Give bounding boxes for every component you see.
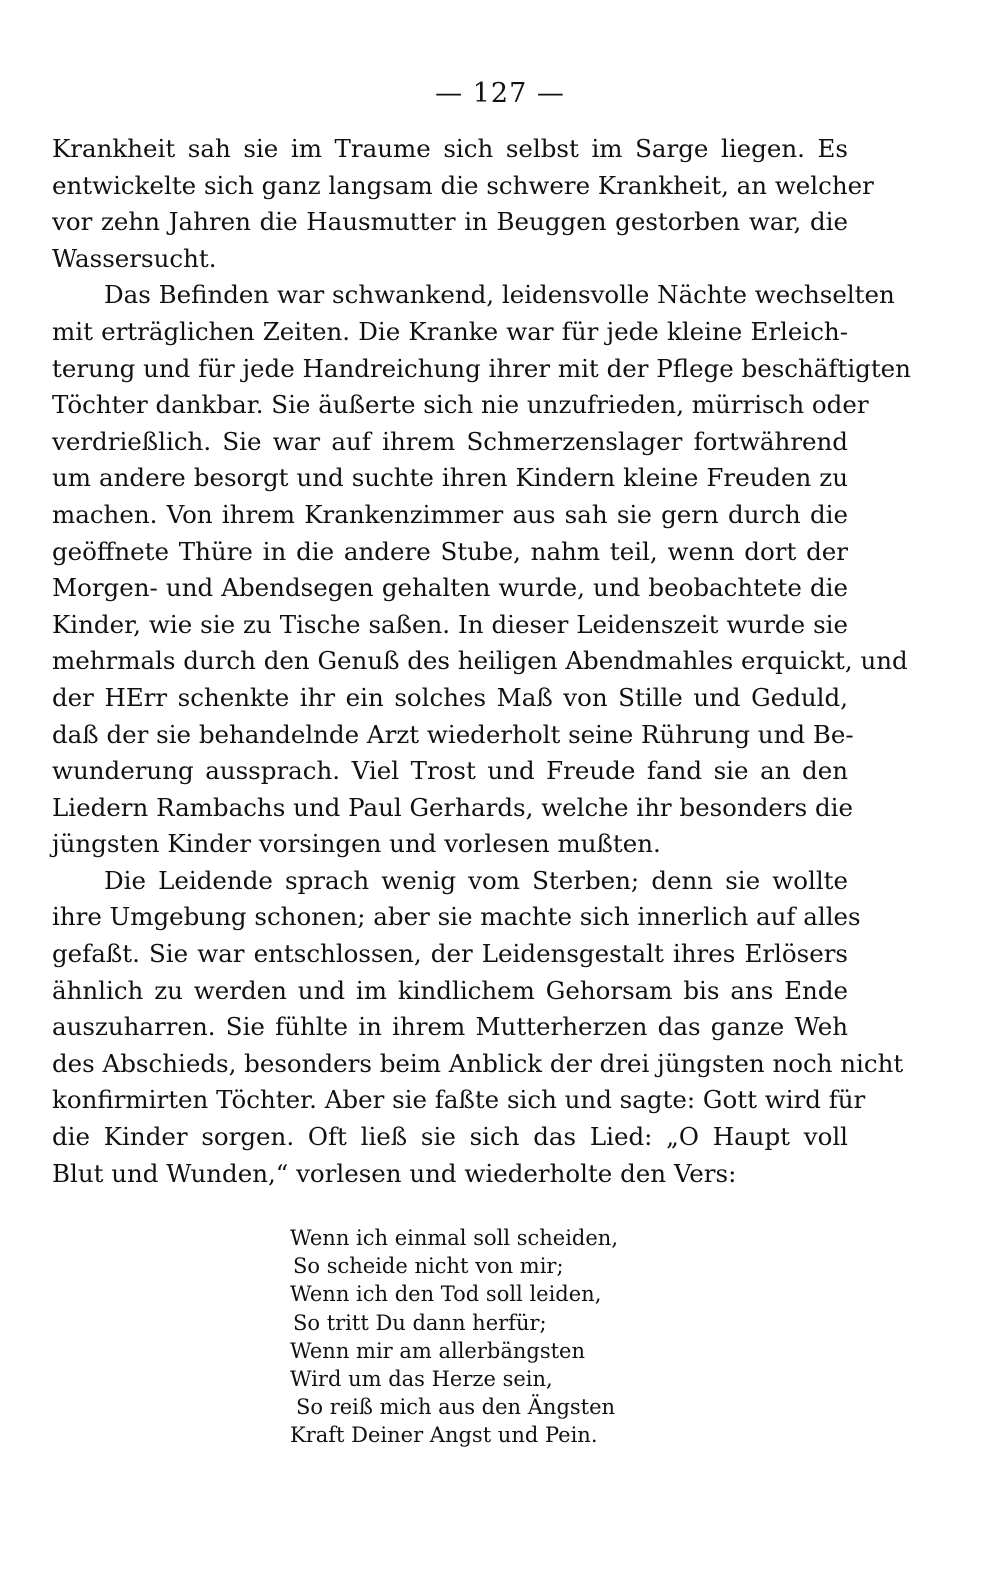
text-line: der HErr schenkte ihr ein solches Maß von Stille und Geduld, <box>52 682 848 712</box>
poem-line: Kraft Deiner Angst und Pein. <box>290 1423 598 1448</box>
poem-line: Wird um das Herze sein, <box>290 1366 553 1391</box>
text-line: machen. Von ihrem Krankenzimmer aus sah sie gern durch die <box>52 499 848 529</box>
poem-line: So scheide nicht von mir; <box>293 1254 564 1279</box>
text-line: mit erträglichen Zeiten. Die Kranke war für jede kleine Erleich- <box>52 316 848 346</box>
text-line: verdrießlich. Sie war auf ihrem Schmerzenslager fortwährend <box>52 426 848 456</box>
text-line: wunderung aussprach. Viel Trost und Freude fand sie an den <box>52 756 848 786</box>
poem-line: So tritt Du dann herfür; <box>293 1310 547 1335</box>
text-line: Morgen- und Abendsegen gehalten wurde, und beobachtete die <box>52 573 848 603</box>
text-line: Das Befinden war schwankend, leidensvolle Nächte wechselten <box>104 280 895 310</box>
text-line: daß der sie behandelnde Arzt wiederholt seine Rührung und Be- <box>52 719 854 749</box>
text-line: Liedern Rambachs und Paul Gerhards, welche ihr besonders die <box>52 792 853 822</box>
text-line: Blut und Wunden,“ vorlesen und wiederholte den Vers: <box>52 1158 737 1188</box>
body-text <box>52 131 911 1192</box>
text-line: Töchter dankbar. Sie äußerte sich nie unzufrieden, mürrisch oder <box>52 390 869 420</box>
poem-line: So reiß mich aus den Ängsten <box>296 1395 616 1420</box>
text-line: mehrmals durch den Genuß des heiligen Abendmahles erquickt, und <box>52 646 908 676</box>
paragraph-2 <box>52 277 911 863</box>
poem-line: Wenn ich den Tod soll leiden, <box>290 1282 602 1307</box>
poem-line: Wenn mir am allerbängsten <box>290 1338 585 1363</box>
text-line: Die Leidende sprach wenig vom Sterben; denn sie wollte <box>104 865 848 895</box>
text-line: terung und für jede Handreichung ihrer mit der Pflege beschäftigten <box>52 353 911 383</box>
text-line: ihre Umgebung schonen; aber sie machte sich innerlich auf alles <box>52 902 861 932</box>
text-line: des Abschieds, besonders beim Anblick der drei jüngsten noch nicht <box>52 1048 904 1078</box>
text-line: entwickelte sich ganz langsam die schwere Krankheit, an welcher <box>52 170 874 200</box>
text-line: konfirmirten Töchter. Aber sie faßte sich und sagte: Gott wird für <box>52 1085 866 1115</box>
text-line: gefaßt. Sie war entschlossen, der Leidensgestalt ihres Erlösers <box>52 939 848 969</box>
text-line: um andere besorgt und suchte ihren Kindern kleine Freuden zu <box>52 463 848 493</box>
text-line: vor zehn Jahren die Hausmutter in Beuggen gestorben war, die <box>52 207 848 237</box>
poem-verse <box>290 1224 620 1450</box>
text-line: die Kinder sorgen. Oft ließ sie sich das Lied: „O Haupt voll <box>52 1122 848 1152</box>
text-line: auszuharren. Sie fühlte in ihrem Mutterherzen das ganze Weh <box>52 1012 848 1042</box>
text-line: ähnlich zu werden und im kindlichem Gehorsam bis ans Ende <box>52 975 848 1005</box>
text-line: Wassersucht. <box>52 243 217 273</box>
text-line: Kinder, wie sie zu Tische saßen. In dieser Leidenszeit wurde sie <box>52 609 848 639</box>
text-line: geöffnete Thüre in die andere Stube, nahm teil, wenn dort der <box>52 536 848 566</box>
text-line: jüngsten Kinder vorsingen und vorlesen mußten. <box>52 829 661 859</box>
page-number: — 127 — <box>435 78 565 109</box>
paragraph-3 <box>52 863 904 1192</box>
paragraph-1 <box>52 131 874 277</box>
text-line: Krankheit sah sie im Traume sich selbst im Sarge liegen. Es <box>52 134 848 163</box>
poem-line: Wenn ich einmal soll scheiden, <box>290 1226 619 1250</box>
